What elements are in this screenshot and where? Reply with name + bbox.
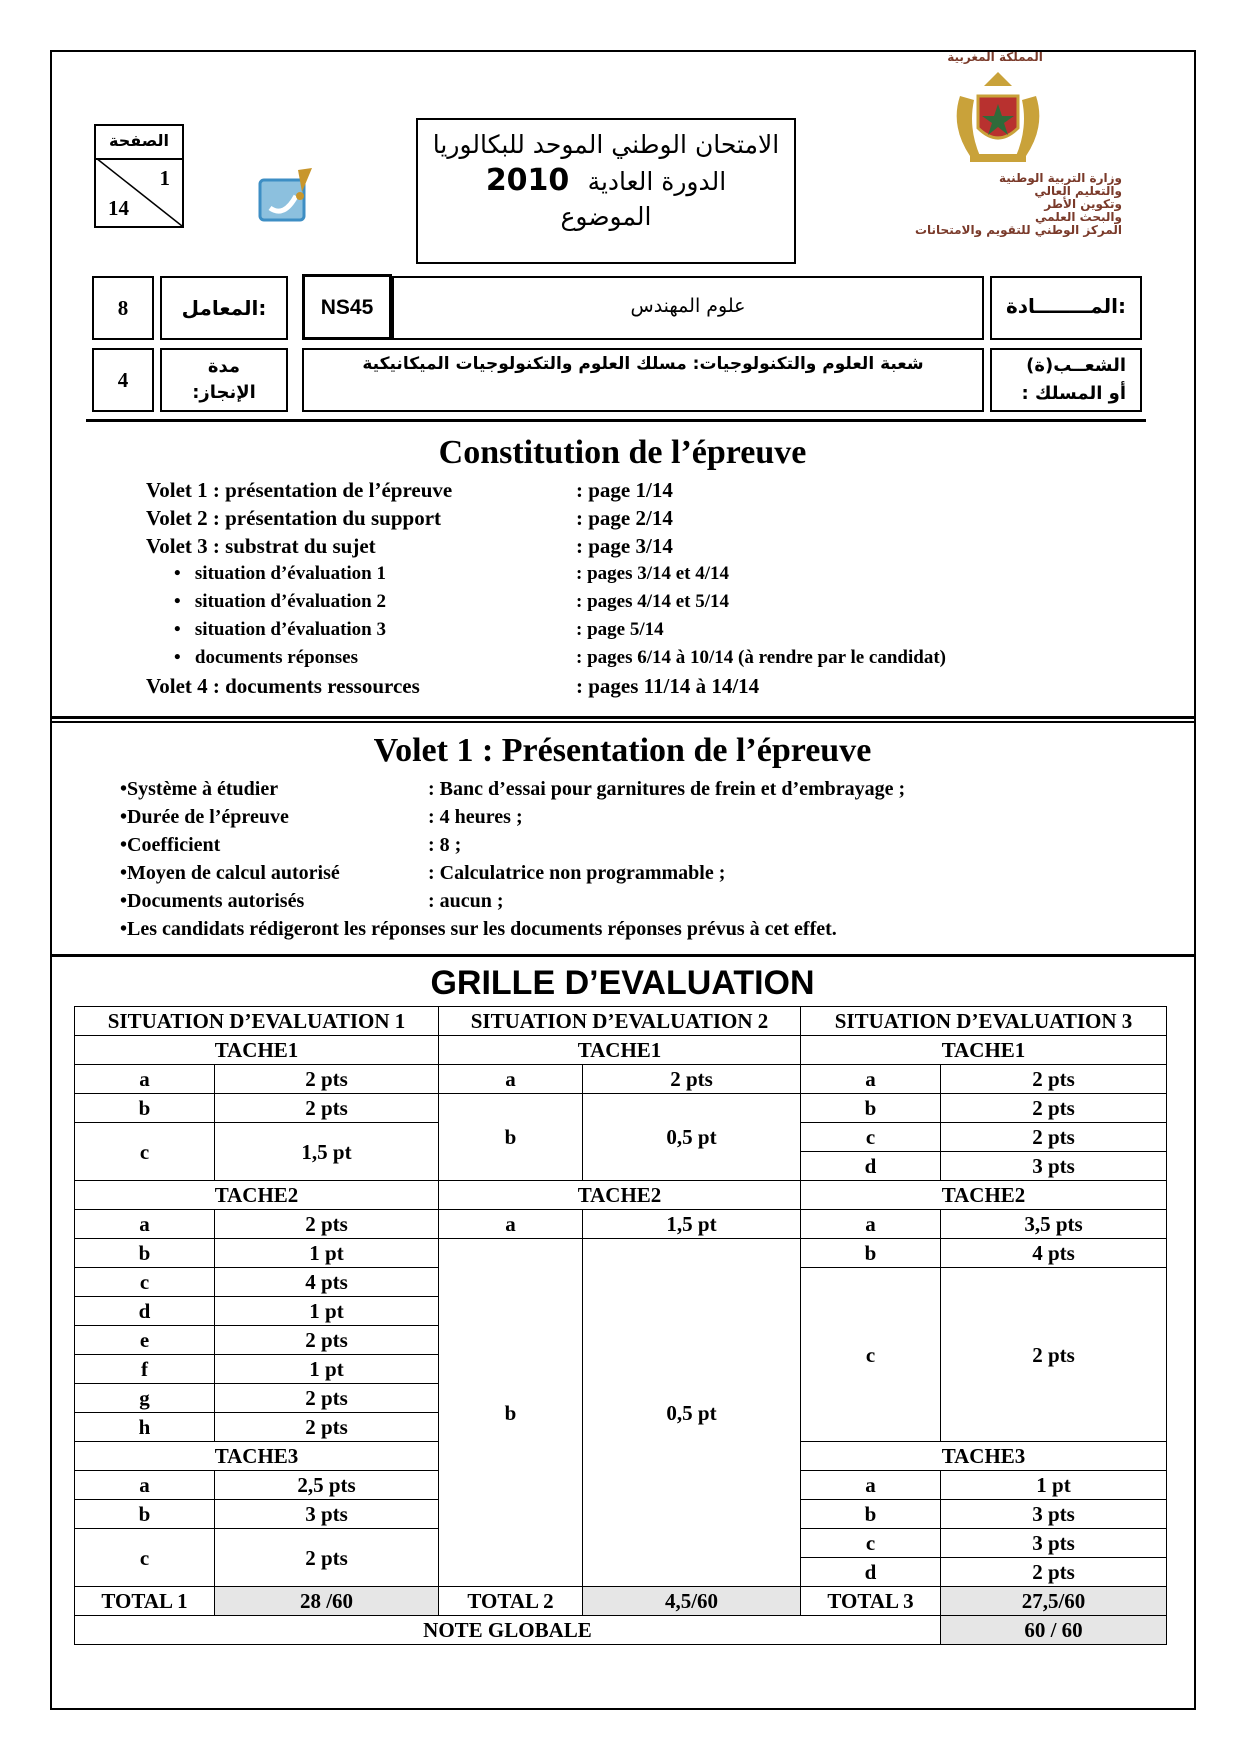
subject: علوم المهندس xyxy=(630,295,746,317)
question-letter: c xyxy=(75,1529,215,1587)
question-letter: b xyxy=(801,1239,941,1268)
question-points: 3 pts xyxy=(215,1500,439,1529)
volet1-note: •Les candidats rédigeront les réponses sur les documents réponses prévus à cet effet. xyxy=(120,918,837,940)
question-letter: a xyxy=(801,1065,941,1094)
task-header: TACHE3 xyxy=(75,1442,439,1471)
question-letter: a xyxy=(801,1471,941,1500)
task-header: TACHE1 xyxy=(75,1036,439,1065)
task-header: TACHE1 xyxy=(439,1036,801,1065)
question-points: 1 pt xyxy=(215,1239,439,1268)
constitution-row: • situation d’évaluation 2 xyxy=(174,591,386,612)
exam-code: NS45 xyxy=(320,296,374,319)
question-points: 2 pts xyxy=(941,1268,1167,1442)
question-points: 4 pts xyxy=(941,1239,1167,1268)
volet1-value: : Calculatrice non programmable ; xyxy=(428,862,726,884)
question-points: 2 pts xyxy=(215,1094,439,1123)
question-points: 2 pts xyxy=(215,1529,439,1587)
question-letter: a xyxy=(75,1471,215,1500)
constitution-value: : page 3/14 xyxy=(576,534,673,558)
volet1-label: Moyen de calcul autorisé xyxy=(127,862,340,884)
total-value: 28 /60 xyxy=(215,1587,439,1616)
question-points: 1 pt xyxy=(941,1471,1167,1500)
question-letter: e xyxy=(75,1326,215,1355)
question-points: 2,5 pts xyxy=(215,1471,439,1500)
volet1-label: Documents autorisés xyxy=(127,890,305,912)
subject-label-box xyxy=(990,276,1142,340)
total-label: TOTAL 1 xyxy=(75,1587,215,1616)
volet1-value: : 4 heures ; xyxy=(428,806,523,828)
question-letter: b xyxy=(75,1239,215,1268)
question-letter: d xyxy=(75,1297,215,1326)
total-label: TOTAL 2 xyxy=(439,1587,583,1616)
constitution-value: : page 1/14 xyxy=(576,478,673,502)
table-row xyxy=(75,1036,1167,1065)
volet1-value: : aucun ; xyxy=(428,890,504,912)
question-points: 2 pts xyxy=(941,1123,1167,1152)
table-row xyxy=(75,1239,1167,1268)
question-letter: f xyxy=(75,1355,215,1384)
question-points: 2 pts xyxy=(215,1384,439,1413)
coef-label-box xyxy=(160,276,288,340)
header-underline xyxy=(86,419,1146,422)
constitution-row: • documents réponses xyxy=(174,647,358,668)
grid-header: SITUATION D’EVALUATION 1 xyxy=(75,1007,439,1036)
grid-header-row xyxy=(75,1007,1167,1036)
duration-label: مدة xyxy=(207,356,241,377)
duration-label-box xyxy=(160,348,288,412)
question-letter: d xyxy=(801,1558,941,1587)
question-points: 0,5 pt xyxy=(583,1094,801,1181)
constitution-value: : page 2/14 xyxy=(576,506,673,530)
constitution-label: situation d’évaluation 1 xyxy=(194,563,386,584)
constitution-row xyxy=(146,478,452,503)
volet1-row: •Système à étudier xyxy=(120,778,279,800)
page-label: الصفحة xyxy=(96,126,182,160)
question-points: 2 pts xyxy=(941,1558,1167,1587)
question-letter: a xyxy=(439,1210,583,1239)
question-points: 2 pts xyxy=(215,1210,439,1239)
ministry-line: المركز الوطني للتقويم والامتحانات xyxy=(914,223,1122,237)
question-letter: c xyxy=(801,1123,941,1152)
question-letter: a xyxy=(439,1065,583,1094)
task-header: TACHE2 xyxy=(439,1181,801,1210)
constitution-row xyxy=(146,674,420,699)
question-letter: b xyxy=(75,1500,215,1529)
task-header: TACHE2 xyxy=(801,1181,1167,1210)
question-letter: c xyxy=(75,1268,215,1297)
question-points: 0,5 pt xyxy=(583,1239,801,1587)
exam-session-label: الدورة العادية xyxy=(587,167,727,196)
volet1-value: : 8 ; xyxy=(428,834,462,856)
ministry-line: وتكوين الأطر xyxy=(1044,197,1122,211)
constitution-value: : page 5/14 xyxy=(576,619,664,640)
ministry-line: والتعليم العالي xyxy=(1034,184,1122,198)
stream-box xyxy=(302,348,984,412)
total-value: 4,5/60 xyxy=(583,1587,801,1616)
question-letter: b xyxy=(439,1094,583,1181)
section-divider xyxy=(50,721,1195,723)
constitution-value: : pages 6/14 à 10/14 (à rendre par le candidat) xyxy=(576,647,946,668)
exam-year: 2010 xyxy=(485,163,570,198)
total-label: TOTAL 3 xyxy=(801,1587,941,1616)
section-divider xyxy=(50,954,1195,957)
duration-value-box xyxy=(92,348,154,412)
question-letter: g xyxy=(75,1384,215,1413)
table-row xyxy=(75,1210,1167,1239)
question-letter: a xyxy=(75,1210,215,1239)
grid-header: SITUATION D’EVALUATION 2 xyxy=(439,1007,801,1036)
question-points: 2 pts xyxy=(215,1326,439,1355)
exam-session xyxy=(418,163,794,198)
volet1-row: •Moyen de calcul autorisé xyxy=(120,862,340,884)
volet1-row: •Durée de l’épreuve xyxy=(120,806,289,828)
volet1-title: Volet 1 : Présentation de l’épreuve xyxy=(373,732,872,769)
exam-title: الامتحان الوطني الموحد للبكالوريا xyxy=(432,130,780,159)
table-row xyxy=(75,1181,1167,1210)
question-points: 2 pts xyxy=(941,1065,1167,1094)
task-header: TACHE2 xyxy=(75,1181,439,1210)
evaluation-grid xyxy=(74,1006,1167,1645)
constitution-label: Volet 3 : substrat du sujet xyxy=(146,534,376,558)
question-letter: a xyxy=(801,1210,941,1239)
coef-label: المعامل: xyxy=(181,296,267,320)
volet1-label: Durée de l’épreuve xyxy=(127,806,289,828)
question-points: 3 pts xyxy=(941,1529,1167,1558)
table-row xyxy=(75,1094,1167,1123)
page-total: 14 xyxy=(108,196,129,220)
constitution-row xyxy=(146,534,376,559)
question-points: 2 pts xyxy=(215,1065,439,1094)
duration-value: 4 xyxy=(117,368,129,392)
constitution-label: situation d’évaluation 2 xyxy=(194,591,386,612)
volet1-label: Système à étudier xyxy=(127,778,279,800)
exam-title-box xyxy=(416,118,796,264)
total-value: 27,5/60 xyxy=(941,1587,1167,1616)
global-label: NOTE GLOBALE xyxy=(75,1616,941,1645)
duration-label-2: الإنجاز: xyxy=(192,382,256,403)
question-points: 1,5 pt xyxy=(215,1123,439,1181)
exam-subject-label: الموضوع xyxy=(560,202,652,231)
subject-label: المــــــــادة: xyxy=(1005,294,1126,318)
totals-row xyxy=(75,1587,1167,1616)
question-letter: d xyxy=(801,1152,941,1181)
task-header: TACHE1 xyxy=(801,1036,1167,1065)
question-points: 1 pt xyxy=(215,1297,439,1326)
constitution-value: : pages 4/14 et 5/14 xyxy=(576,591,730,612)
constitution-row: • situation d’évaluation 3 xyxy=(174,619,386,640)
question-points: 1,5 pt xyxy=(583,1210,801,1239)
ministry-text xyxy=(880,172,1122,237)
constitution-label: Volet 1 : présentation de l’épreuve xyxy=(146,478,453,502)
constitution-label: Volet 4 : documents ressources xyxy=(146,674,420,698)
coef-value-box xyxy=(92,276,154,340)
page-number-box xyxy=(94,124,184,228)
constitution-row xyxy=(146,506,441,531)
grid-title: GRILLE D’EVALUATION xyxy=(430,964,815,1002)
question-points: 3 pts xyxy=(941,1152,1167,1181)
global-value: 60 / 60 xyxy=(941,1616,1167,1645)
question-letter: b xyxy=(801,1094,941,1123)
stream-label-box xyxy=(990,348,1142,412)
grid-header: SITUATION D’EVALUATION 3 xyxy=(801,1007,1167,1036)
question-letter: a xyxy=(75,1065,215,1094)
question-points: 2 pts xyxy=(941,1094,1167,1123)
constitution-label: Volet 2 : présentation du support xyxy=(146,506,442,530)
stream: شعبة العلوم والتكنولوجيات: مسلك العلوم والتكنولوجيات الميكانيكية xyxy=(362,354,924,374)
volet1-value: : Banc d’essai pour garnitures de frein et d’embrayage ; xyxy=(428,778,906,800)
question-letter: c xyxy=(75,1123,215,1181)
question-letter: b xyxy=(801,1500,941,1529)
question-points: 2 pts xyxy=(215,1413,439,1442)
question-letter: b xyxy=(75,1094,215,1123)
constitution-label: documents réponses xyxy=(194,647,358,668)
constitution-row: • situation d’évaluation 1 xyxy=(174,563,386,584)
subject-box xyxy=(392,276,984,340)
ministry-line: والبحث العلمي xyxy=(1035,210,1122,224)
coat-of-arms-icon xyxy=(940,66,1056,166)
stream-label-2: أو المسلك : xyxy=(1021,383,1126,404)
question-points: 3 pts xyxy=(941,1500,1167,1529)
table-row xyxy=(75,1065,1167,1094)
question-letter: c xyxy=(801,1268,941,1442)
volet1-label: Coefficient xyxy=(127,834,221,856)
global-row xyxy=(75,1616,1167,1645)
ministry-line: وزارة التربية الوطنية xyxy=(998,171,1122,185)
stream-label: الشعــب(ة) xyxy=(1026,355,1126,376)
code-box xyxy=(302,274,392,340)
volet1-row: •Documents autorisés xyxy=(120,890,305,912)
volet1-note-text: Les candidats rédigeront les réponses sur les documents réponses prévus à cet effet. xyxy=(127,918,837,940)
page-current: 1 xyxy=(159,166,170,190)
volet1-row: •Coefficient xyxy=(120,834,221,856)
section-divider xyxy=(50,716,1195,719)
question-points: 4 pts xyxy=(215,1268,439,1297)
question-points: 3,5 pts xyxy=(941,1210,1167,1239)
kingdom-name: المملكة المغربية xyxy=(947,50,1043,64)
coef-value: 8 xyxy=(117,296,129,320)
constitution-label: situation d’évaluation 3 xyxy=(194,619,386,640)
constitution-value: : pages 3/14 et 4/14 xyxy=(576,563,730,584)
constitution-value: : pages 11/14 à 14/14 xyxy=(576,674,760,698)
constitution-title: Constitution de l’épreuve xyxy=(438,434,807,471)
question-points: 1 pt xyxy=(215,1355,439,1384)
question-letter: c xyxy=(801,1529,941,1558)
question-letter: h xyxy=(75,1413,215,1442)
question-letter: b xyxy=(439,1239,583,1587)
task-header: TACHE3 xyxy=(801,1442,1167,1471)
question-points: 2 pts xyxy=(583,1065,801,1094)
exam-logo-icon xyxy=(254,166,320,226)
